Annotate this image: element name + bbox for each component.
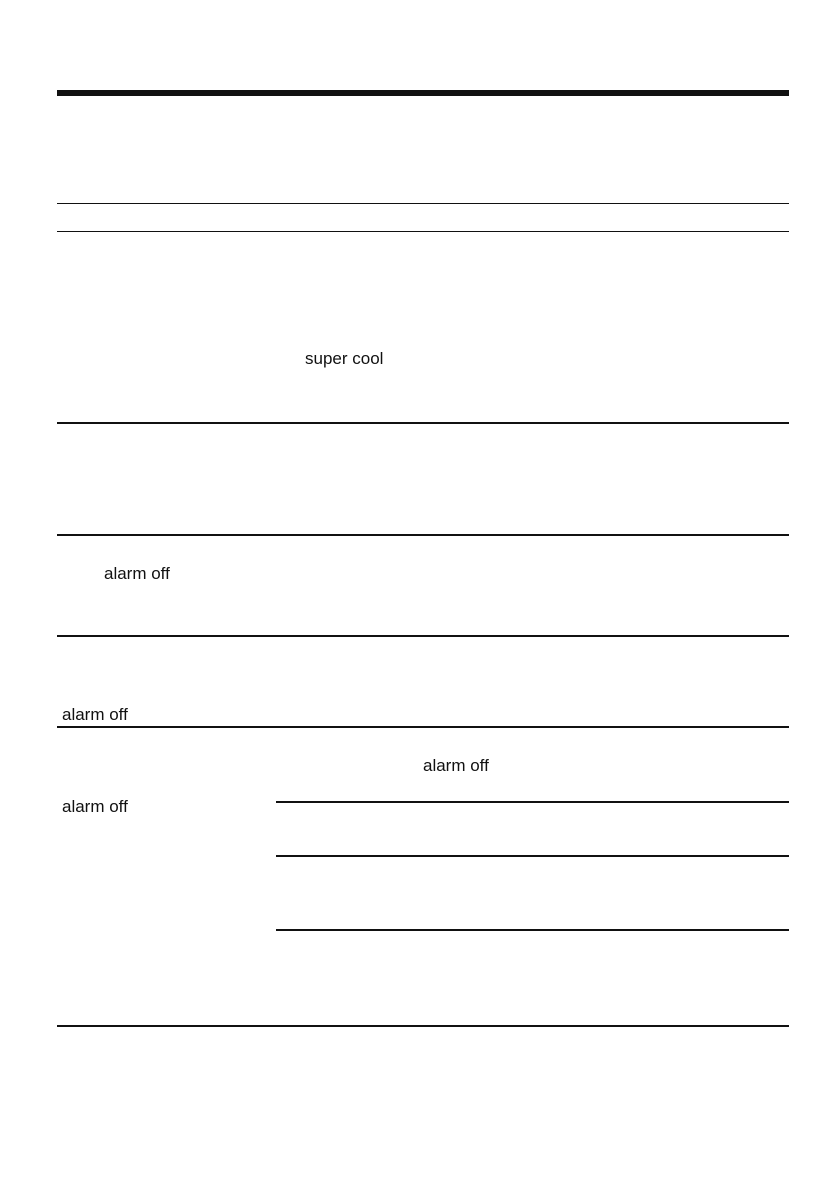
super-cool-label: super cool — [305, 349, 384, 368]
alarm-off-label: alarm off — [423, 756, 489, 775]
row-divider-3 — [57, 635, 789, 637]
table-top-rule — [57, 203, 789, 204]
table-bottom-rule — [57, 1025, 789, 1027]
alarm-off-label: alarm off — [62, 705, 128, 724]
alarm-off-label: alarm off — [62, 797, 128, 816]
table-header-rule — [57, 231, 789, 232]
row-divider-2 — [57, 534, 789, 536]
sub-row-divider-1 — [276, 801, 789, 803]
alarm-off-label: alarm off — [104, 564, 170, 583]
row-divider-4 — [57, 726, 789, 728]
row-divider-1 — [57, 422, 789, 424]
sub-row-divider-2 — [276, 855, 789, 857]
sub-row-divider-3 — [276, 929, 789, 931]
header-rule — [57, 90, 789, 96]
